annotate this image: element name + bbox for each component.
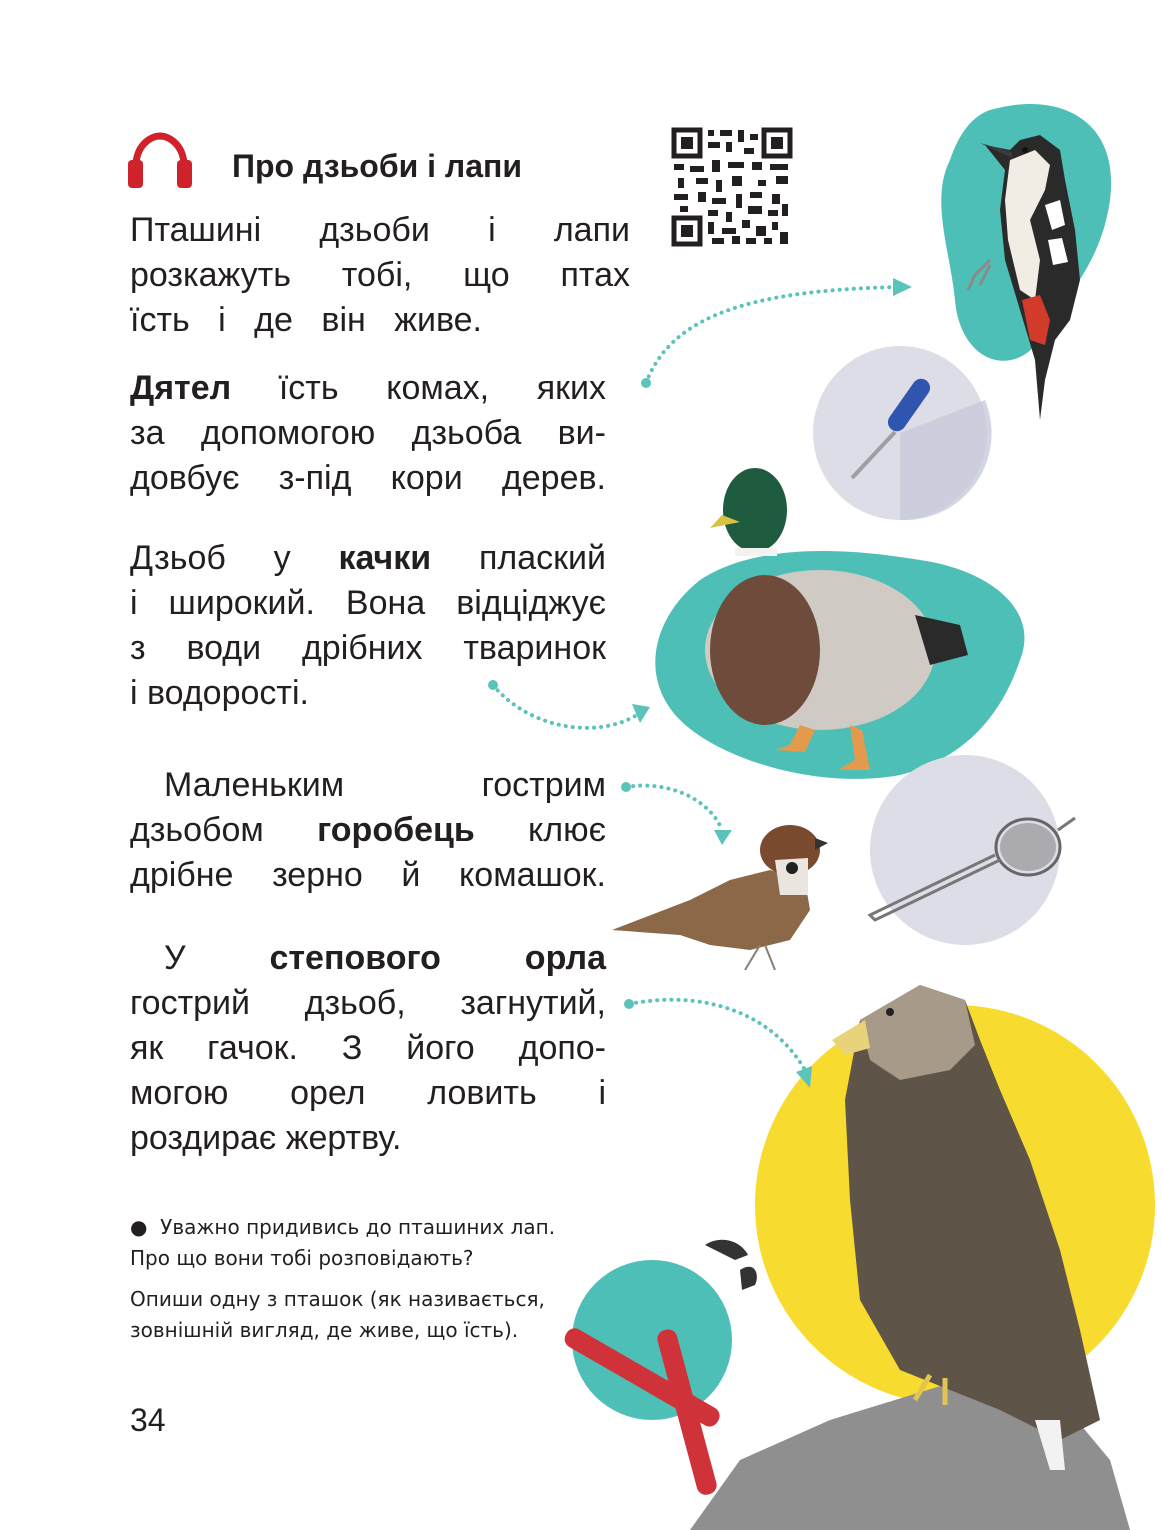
question-2-line-2: зовнішній вигляд, де живе, що їсть).	[130, 1318, 519, 1342]
qr-code	[672, 128, 792, 246]
question-2-line-1: Опиши одну з пташок (як називається,	[130, 1287, 545, 1311]
sparrow-image	[612, 825, 828, 970]
eagle-line-1-pre: У	[164, 939, 270, 977]
intro-line-1: Пташині дзьоби і лапи	[130, 211, 630, 249]
eagle-line-4: могою орел ловить і	[130, 1074, 606, 1112]
duck-term: качки	[338, 539, 432, 577]
woodpecker-line-1	[130, 366, 606, 411]
page-title: Про дзьоби і лапи	[232, 148, 523, 184]
duck-paragraph	[130, 536, 606, 716]
eagle-line-5: роздирає жертву.	[130, 1119, 402, 1157]
intro-paragraph	[130, 208, 630, 343]
connector-sparrow	[626, 786, 722, 830]
question-1	[130, 1212, 570, 1243]
sparrow-term: горобець	[317, 811, 475, 849]
duck-line-1	[130, 536, 606, 581]
question-1-line-2: Про що вони тобі розповідають?	[130, 1246, 474, 1270]
duck-line-1-pre: Дзьоб у	[130, 539, 339, 577]
woodpecker-line-2: за допомогою дзьоба ви-	[130, 414, 606, 452]
sparrow-line-1: Маленьким гострим	[164, 766, 606, 804]
intro-line-3: їсть і де він живе.	[130, 301, 482, 339]
intro-line-2: розкажуть тобі, що птах	[130, 256, 630, 294]
woodpecker-term: Дятел	[130, 369, 232, 407]
sparrow-line-2	[130, 808, 606, 853]
bullet-icon: ●	[130, 1215, 161, 1239]
eagle-term: степового орла	[269, 939, 607, 977]
duck-line-1-post: плаский	[431, 539, 607, 577]
sparrow-line-2-post: клює	[474, 811, 606, 849]
headphones-icon	[128, 136, 192, 188]
eagle-line-2: гострий дзьоб, загнутий,	[130, 984, 606, 1022]
sparrow-line-2-pre: дзьобом	[130, 811, 318, 849]
sparrow-paragraph	[130, 763, 606, 898]
question-block	[130, 1212, 570, 1346]
eagle-line-1	[130, 936, 606, 981]
duck-line-4: і водорості.	[130, 674, 309, 712]
page-number: 34	[130, 1402, 166, 1438]
sparrow-line-3: дрібне зерно й комашок.	[130, 856, 606, 894]
duck-line-3: з води дрібних тваринок	[130, 629, 606, 667]
woodpecker-line-1-rest: їсть комах, яких	[231, 369, 606, 407]
woodpecker-paragraph	[130, 366, 606, 501]
eagle-line-3: як гачок. З його допо-	[130, 1029, 606, 1067]
duck-line-2: і широкий. Вона відціджує	[130, 584, 606, 622]
connector-eagle	[629, 1000, 805, 1070]
woodpecker-line-3: довбує з-під кори дерев.	[130, 459, 606, 497]
question-1-line-1: Уважно придивись до пташиних лап.	[160, 1215, 556, 1239]
eagle-paragraph	[130, 936, 606, 1161]
